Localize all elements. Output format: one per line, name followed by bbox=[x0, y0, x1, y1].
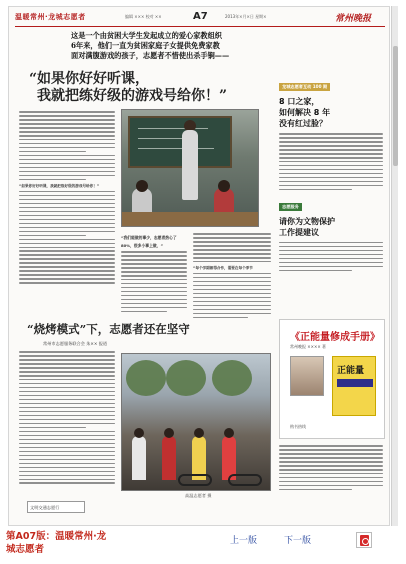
intro-line: 6年来，他们一直为贫困家庭子女提供免费家教 bbox=[71, 41, 220, 50]
desk bbox=[122, 212, 259, 226]
intro-line: 面对满腹游戏的孩子，志愿者不惜使出杀手锏—— bbox=[71, 51, 230, 60]
text-column-mid-right bbox=[193, 233, 271, 321]
editor-line: 编辑 ××× 校对 ×× bbox=[125, 14, 162, 19]
headline-line-1: “如果你好好听课， bbox=[29, 71, 150, 87]
sidebar bbox=[279, 73, 383, 274]
article-intro bbox=[71, 31, 311, 61]
author-portrait bbox=[290, 356, 324, 396]
book-ad[interactable] bbox=[279, 319, 385, 439]
ad-title: 《正能量修成手册》 bbox=[290, 332, 380, 343]
main-headline[interactable] bbox=[29, 71, 269, 105]
intro-line: 这是一个由贫困大学生发起成立的爱心家教组织 bbox=[71, 31, 222, 40]
section-logo: 温暖常州·龙城志愿者 bbox=[15, 13, 86, 21]
sidebar-tag: 志愿服务 bbox=[279, 203, 302, 211]
issue-date: 2013年×月×日 星期× bbox=[225, 14, 267, 19]
scrollbar-thumb[interactable] bbox=[393, 46, 398, 166]
ad-subtitle: 常州晚报 ×××× 著 bbox=[290, 344, 326, 349]
next-page-link[interactable]: 下一版 bbox=[284, 536, 312, 546]
teacher-figure bbox=[182, 130, 198, 200]
paper-brand: 常州晚报 bbox=[335, 14, 372, 24]
photo-caption: 高温志愿者 摄 bbox=[185, 493, 212, 498]
page-label: 第A07版：温暖常州·龙 城志愿者 bbox=[6, 531, 107, 555]
blackboard bbox=[128, 116, 232, 168]
campaign-badge: 文明交通志愿行 bbox=[27, 501, 85, 513]
classroom-photo[interactable] bbox=[121, 109, 259, 227]
prev-page-link[interactable]: 上一版 bbox=[230, 536, 258, 546]
headline-line-2: 我就把练好级的游戏号给你！” bbox=[37, 88, 228, 104]
book-cover: 正能量 bbox=[332, 356, 376, 416]
subhead: “我们能做的事少，志愿者热心了 bbox=[121, 235, 177, 240]
subhead: “每个学期都得合作，需要在每个季节 bbox=[193, 265, 253, 270]
pdf-download-icon[interactable] bbox=[356, 532, 372, 548]
vertical-scrollbar[interactable] bbox=[391, 6, 398, 526]
sidebar-title[interactable]: 请你为文物保护 工作提建议 bbox=[279, 216, 335, 237]
subhead: “如果你好好听课，我就把练好级的游戏号给你！” bbox=[19, 183, 100, 188]
text-column-right-bottom bbox=[279, 445, 383, 493]
page-number: A7 bbox=[193, 11, 208, 22]
volunteers-photo[interactable] bbox=[121, 353, 271, 491]
newspaper-page bbox=[8, 6, 390, 526]
sidebar-title[interactable]: 8 口之家， 如何解决 8 年 没有红过脸？ bbox=[279, 97, 331, 128]
article2-headline[interactable]: “烧烤模式”下，志愿者还在坚守 bbox=[27, 322, 190, 336]
article2-byline: 常州市志愿服务联合会 朱×× 报道 bbox=[43, 341, 108, 346]
sidebar-tag: 龙城志愿者互动 100 期 bbox=[279, 83, 330, 91]
subhead: 80%，很多小事上做，” bbox=[121, 243, 163, 248]
text-column-left bbox=[19, 111, 115, 286]
article2-text-column bbox=[19, 351, 115, 486]
masthead bbox=[15, 11, 385, 27]
text-column-mid bbox=[121, 233, 187, 315]
ad-caption: 购书热线 bbox=[290, 424, 306, 429]
